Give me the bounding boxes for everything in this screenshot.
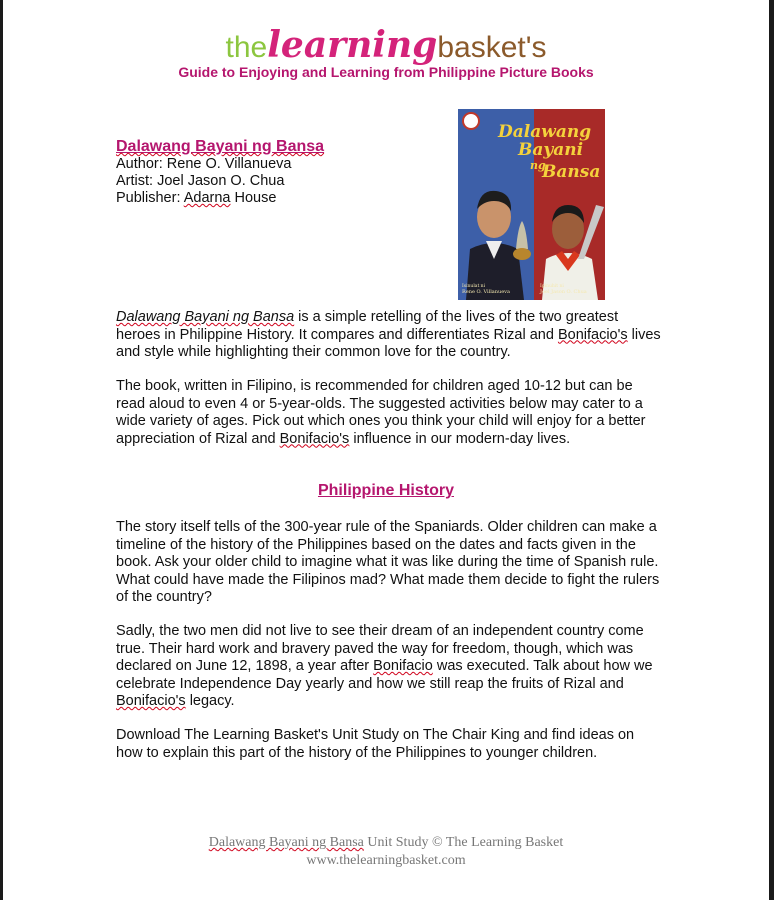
intro-book-title: Dalawang Bayani ng Bansa bbox=[116, 309, 295, 325]
book-author: Author: Rene O. Villanueva bbox=[116, 156, 292, 172]
guide-subtitle: Guide to Enjoying and Learning from Philippine Picture Books bbox=[178, 64, 594, 80]
document-page bbox=[3, 0, 769, 900]
cover-credit-left-name: Rene O. Villanueva bbox=[462, 289, 510, 295]
cover-credit-right-label: Iginuhit ni bbox=[540, 284, 564, 289]
oil-lamp-base-shape bbox=[513, 248, 531, 260]
logo-basket: basket's bbox=[437, 31, 547, 64]
section-heading-philippine-history: Philippine History bbox=[317, 482, 454, 499]
book-cover-image bbox=[458, 109, 605, 300]
cover-title-line2: Bayani bbox=[518, 140, 584, 160]
cover-title-line1: Dalawang bbox=[498, 122, 592, 142]
cover-credit-right-name: Joel Jason O. Chua bbox=[540, 289, 587, 295]
footer-line-1: Dalawang Bayani ng Bansa Unit Study © The Learning Basket bbox=[208, 835, 564, 850]
book-publisher: Publisher: Adarna House bbox=[116, 190, 277, 206]
book-info bbox=[116, 138, 324, 207]
intro-paragraph-1: Dalawang Bayani ng Bansa is a simple retelling of the lives of the two greatest heroes in Philippine History. It compares and differentiates Rizal and Bonifacio's lives and style while highlighting their common love for the country. bbox=[116, 309, 661, 360]
history-paragraph-2: Sadly, the two men did not live to see their dream of an independent country come true. Their hard work and bravery paved the way for freedom, though, which was declared on June 12, 1898, a year after Bonifacio was executed. Talk about how we celebrate Independence Day yearly and how we still reap the fruits of Rizal and Bonifacio's legacy. bbox=[116, 623, 653, 709]
publisher-seal-icon bbox=[463, 113, 479, 129]
book-title bbox=[116, 138, 324, 155]
intro-paragraph-2: The book, written in Filipino, is recommended for children aged 10-12 but can be read aloud to even 4 or 5-year-olds. The suggested activities below may cater to a wide variety of ages. Pick out which ones you think your child will enjoy for a better appreciation of Rizal and Bonifacio's influence in our modern-day lives. bbox=[116, 378, 646, 447]
cover-title-line3: ng bbox=[530, 159, 546, 172]
footer-website: www.thelearningbasket.com bbox=[306, 853, 466, 868]
publisher-name: Adarna bbox=[183, 190, 231, 206]
learning-basket-logo bbox=[3, 24, 769, 66]
book-cover-illustration bbox=[458, 109, 605, 300]
history-paragraph-1: The story itself tells of the 300-year rule of the Spaniards. Older children can make a timeline of the history of the Philippines based on the dates and facts given in the book. Ask your older child to imagine what it was like during the time of Spanish rule. What could have made the Filipinos mad? What made them decide to fight the rulers of the country? bbox=[116, 519, 660, 605]
book-title-text: Dalawang Bayani ng Bansa bbox=[116, 138, 325, 155]
cover-title-line4: Bansa bbox=[542, 162, 601, 182]
logo-the: the bbox=[225, 31, 268, 64]
logo-learning: learning bbox=[267, 24, 438, 66]
page-footer bbox=[3, 834, 769, 870]
book-artist: Artist: Joel Jason O. Chua bbox=[116, 173, 285, 189]
cover-credit-left-label: Isinulat ni bbox=[462, 284, 486, 289]
history-paragraph-3: Download The Learning Basket's Unit Study on The Chair King and find ideas on how to explain this part of the history of the Philippines to younger children. bbox=[116, 727, 635, 761]
footer-book-title: Dalawang Bayani ng Bansa bbox=[208, 835, 364, 850]
